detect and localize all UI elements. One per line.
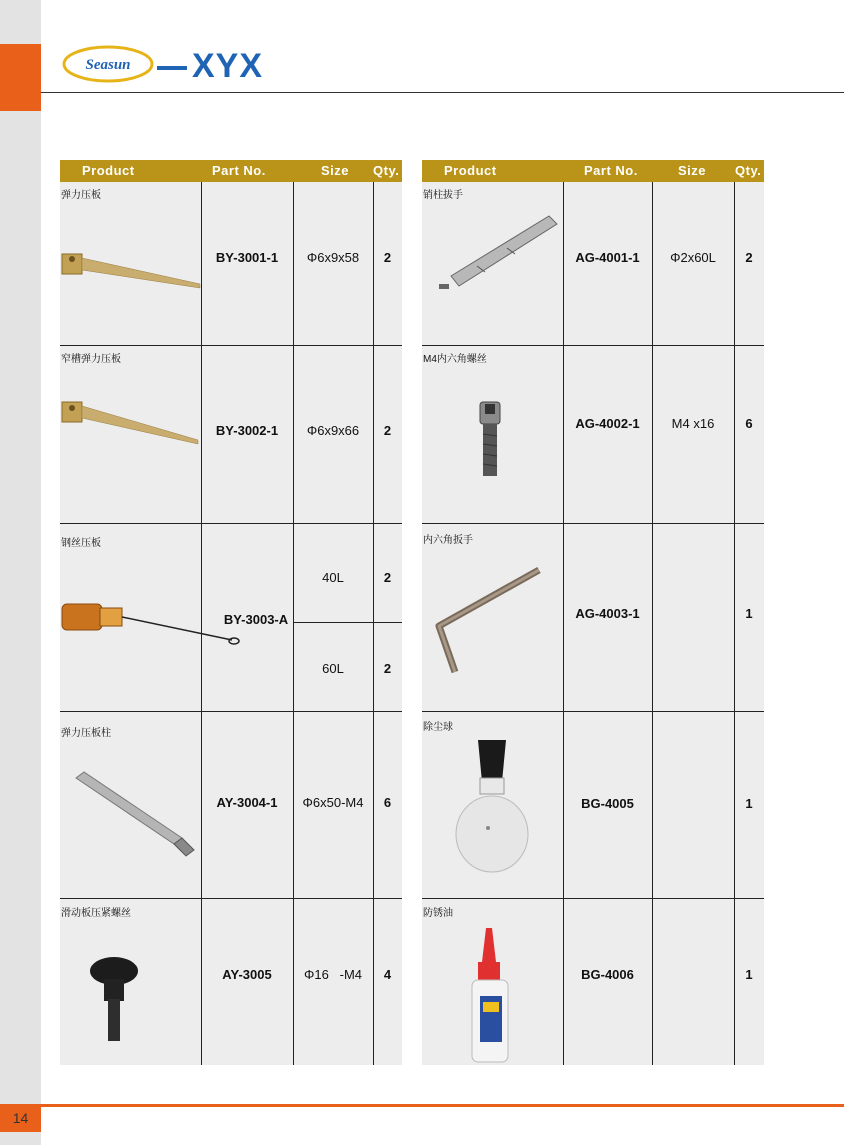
section-tab (0, 44, 41, 111)
part-number: AG-4002-1 (575, 416, 640, 431)
size: Φ6x9x66 (306, 423, 360, 438)
column-divider (734, 182, 735, 1065)
logo-dash (157, 66, 187, 70)
row-divider (422, 898, 764, 899)
part-number: BY-3002-1 (215, 423, 279, 438)
quantity: 1 (745, 967, 753, 982)
product-name: 销柱拔手 (423, 190, 463, 201)
quantity: 2 (383, 250, 392, 265)
product-name: 除尘球 (423, 722, 453, 733)
clamp-pin-image (70, 770, 200, 860)
quantity: 2 (383, 570, 392, 585)
header-size: Size (321, 163, 350, 178)
quantity: 2 (383, 661, 392, 676)
table-header (60, 160, 402, 182)
knob-screw-image (88, 955, 148, 1047)
header-qty: Qty. (735, 163, 762, 178)
row-divider (60, 523, 402, 524)
header-part-no: Part No. (584, 163, 638, 178)
pin-puller-image (437, 212, 562, 296)
header-divider (41, 92, 844, 93)
row-divider (422, 711, 764, 712)
hex-key-image (427, 562, 557, 680)
left-margin-bar (0, 0, 41, 1145)
header-product: Product (444, 163, 497, 178)
part-number: AG-4003-1 (575, 606, 640, 621)
size: Φ2x60L (670, 250, 716, 265)
row-divider (60, 898, 402, 899)
quantity: 2 (383, 423, 392, 438)
size: M4 x16 (671, 416, 715, 431)
column-divider (652, 182, 653, 1065)
size: 60L (322, 661, 344, 676)
header-part-no: Part No. (212, 163, 266, 178)
row-divider (422, 345, 764, 346)
product-name: 防锈油 (423, 908, 453, 919)
row-divider (60, 711, 402, 712)
series-title: XYX (192, 47, 264, 85)
anti-rust-oil-image (466, 926, 516, 1064)
dust-blower-image (452, 738, 532, 878)
quantity: 6 (745, 416, 753, 431)
narrow-slot-clamp-image (60, 398, 201, 448)
header-size: Size (678, 163, 707, 178)
table-header (422, 160, 764, 182)
row-divider (422, 523, 764, 524)
quantity: 6 (383, 795, 392, 810)
part-number: AG-4001-1 (575, 250, 640, 265)
footer-line (41, 1104, 844, 1107)
part-number: AY-3005 (222, 967, 272, 982)
seasun-logo (62, 45, 154, 83)
product-name: M4内六角螺丝 (423, 354, 487, 365)
quantity: 4 (383, 967, 392, 982)
product-name: 窄槽弹力压板 (61, 354, 121, 365)
product-name: 弹力压板 (61, 190, 101, 201)
part-number: BY-3001-1 (215, 250, 279, 265)
spring-clamp-image (60, 248, 201, 296)
quantity: 1 (745, 796, 753, 811)
product-name: 内六角扳手 (423, 535, 473, 546)
column-divider (563, 182, 564, 1065)
part-number: BY-3003-A (223, 612, 289, 627)
hex-socket-screw-image (470, 400, 510, 480)
logo-text: Seasun (85, 57, 131, 73)
parts-table-right (422, 160, 764, 1065)
product-name: 钢丝压板 (61, 538, 101, 549)
size: Φ16 -M4 (303, 967, 363, 982)
header-product: Product (82, 163, 135, 178)
parts-table-left (60, 160, 402, 1065)
size: Φ6x50-M4 (302, 795, 364, 810)
part-number: BG-4005 (581, 796, 634, 811)
part-number: AY-3004-1 (216, 795, 278, 810)
row-divider (60, 345, 402, 346)
header-qty: Qty. (373, 163, 400, 178)
part-number: BG-4006 (581, 967, 634, 982)
quantity: 2 (745, 250, 753, 265)
product-name: 滑动板压紧螺丝 (61, 908, 131, 919)
page-number: 14 (0, 1104, 41, 1132)
quantity: 1 (745, 606, 753, 621)
product-name: 弹力压板柱 (61, 728, 111, 739)
size: 40L (322, 570, 344, 585)
column-divider (373, 182, 374, 1065)
size: Φ6x9x58 (306, 250, 360, 265)
